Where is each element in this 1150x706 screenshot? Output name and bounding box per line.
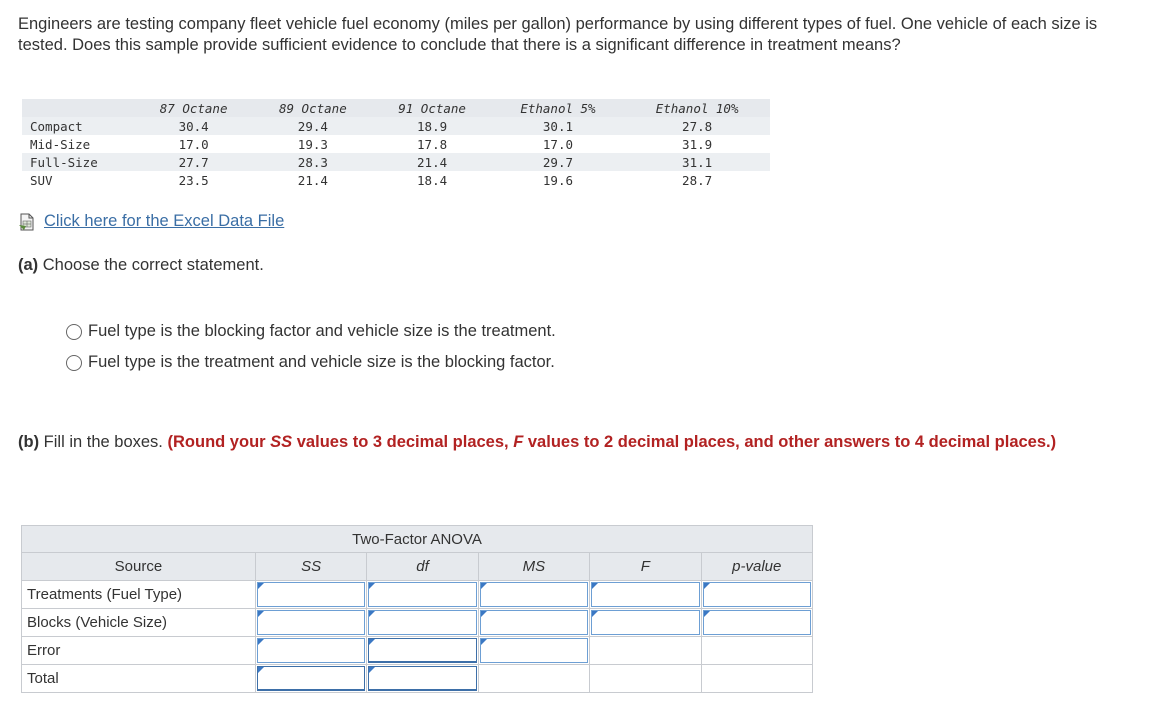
table-cell: 23.5	[134, 171, 253, 189]
column-header: 89 Octane	[253, 99, 372, 117]
rounding-instruction: (Round your SS values to 3 decimal places, F values to 2 decimal places, and other answers to 4 decimal places.)	[167, 433, 1057, 451]
empty-cell	[701, 637, 812, 665]
header-f: F	[590, 553, 701, 581]
excel-data-link[interactable]	[18, 212, 284, 231]
option-label: Fuel type is the treatment and vehicle size is the blocking factor.	[88, 353, 555, 371]
column-header: Ethanol 10%	[624, 99, 770, 117]
table-cell: 19.3	[253, 135, 372, 153]
data-table-header	[22, 99, 770, 117]
part-b-text: Fill in the boxes.	[43, 433, 163, 451]
column-header: 91 Octane	[372, 99, 491, 117]
ss-error-input[interactable]	[257, 638, 365, 663]
source-label: Blocks (Vehicle Size)	[22, 609, 256, 637]
ms-treatments-input[interactable]	[480, 582, 588, 607]
option-fuel-blocking[interactable]	[66, 316, 556, 347]
header-ms: MS	[478, 553, 589, 581]
table-cell: 30.1	[492, 117, 625, 135]
part-a-label: (a)	[18, 256, 39, 274]
anova-title: Two-Factor ANOVA	[22, 526, 813, 553]
df-error-input[interactable]	[368, 638, 476, 663]
row-label: Full-Size	[22, 153, 134, 171]
ms-blocks-input[interactable]	[480, 610, 588, 635]
question-text: Engineers are testing company fleet vehicle fuel economy (miles per gallon) performance by using different types of fuel. One vehicle of each size is tested. Does this sample provide sufficient evidence to conclude that there is a significant difference in treatment means?	[18, 15, 1098, 54]
p-value-treatments-input[interactable]	[703, 582, 811, 607]
df-treatments-input[interactable]	[368, 582, 476, 607]
table-cell: 27.8	[624, 117, 770, 135]
ms-error-input[interactable]	[480, 638, 588, 663]
anova-row-error	[22, 637, 813, 665]
p-value-blocks-input[interactable]	[703, 610, 811, 635]
part-a-options	[66, 316, 556, 378]
table-cell: 30.4	[134, 117, 253, 135]
excel-link-text[interactable]: Click here for the Excel Data File	[44, 212, 285, 230]
table-row	[22, 153, 770, 171]
table-cell: 31.9	[624, 135, 770, 153]
table-cell: 17.0	[492, 135, 625, 153]
row-label: SUV	[22, 171, 134, 189]
empty-cell	[478, 665, 589, 693]
table-cell: 27.7	[134, 153, 253, 171]
table-cell: 28.3	[253, 153, 372, 171]
table-cell: 17.8	[372, 135, 491, 153]
header-p-value: p-value	[701, 553, 812, 581]
table-cell: 31.1	[624, 153, 770, 171]
source-label: Treatments (Fuel Type)	[22, 581, 256, 609]
table-cell: 21.4	[253, 171, 372, 189]
table-cell: 29.7	[492, 153, 625, 171]
ss-treatments-input[interactable]	[257, 582, 365, 607]
anova-table	[21, 525, 813, 693]
radio-button[interactable]	[66, 355, 82, 371]
column-header: 87 Octane	[134, 99, 253, 117]
table-row	[22, 135, 770, 153]
anova-row-blocks	[22, 609, 813, 637]
anova-row-treatments	[22, 581, 813, 609]
data-table	[22, 99, 770, 189]
ss-total-input[interactable]	[257, 666, 365, 691]
table-row	[22, 171, 770, 189]
empty-cell	[590, 665, 701, 693]
radio-button[interactable]	[66, 324, 82, 340]
f-treatments-input[interactable]	[591, 582, 699, 607]
table-cell: 19.6	[492, 171, 625, 189]
table-cell: 29.4	[253, 117, 372, 135]
table-cell: 21.4	[372, 153, 491, 171]
anova-row-total	[22, 665, 813, 693]
header-ss: SS	[255, 553, 366, 581]
source-label: Error	[22, 637, 256, 665]
table-cell: 18.4	[372, 171, 491, 189]
table-row	[22, 117, 770, 135]
df-blocks-input[interactable]	[368, 610, 476, 635]
table-cell: 18.9	[372, 117, 491, 135]
table-cell: 17.0	[134, 135, 253, 153]
option-label: Fuel type is the blocking factor and vehicle size is the treatment.	[88, 322, 556, 340]
source-label: Total	[22, 665, 256, 693]
empty-cell	[701, 665, 812, 693]
row-label: Mid-Size	[22, 135, 134, 153]
empty-cell	[590, 637, 701, 665]
header-source: Source	[22, 553, 256, 581]
option-fuel-treatment[interactable]	[66, 347, 556, 378]
df-total-input[interactable]	[368, 666, 476, 691]
f-blocks-input[interactable]	[591, 610, 699, 635]
data-table-corner	[22, 99, 134, 117]
part-a-prompt	[18, 256, 264, 275]
column-header: Ethanol 5%	[492, 99, 625, 117]
part-a-text: Choose the correct statement.	[42, 256, 264, 274]
header-df: df	[367, 553, 478, 581]
excel-file-icon	[18, 213, 36, 231]
part-b-label: (b)	[18, 433, 40, 451]
part-b-prompt	[18, 431, 1128, 453]
table-cell: 28.7	[624, 171, 770, 189]
ss-blocks-input[interactable]	[257, 610, 365, 635]
row-label: Compact	[22, 117, 134, 135]
